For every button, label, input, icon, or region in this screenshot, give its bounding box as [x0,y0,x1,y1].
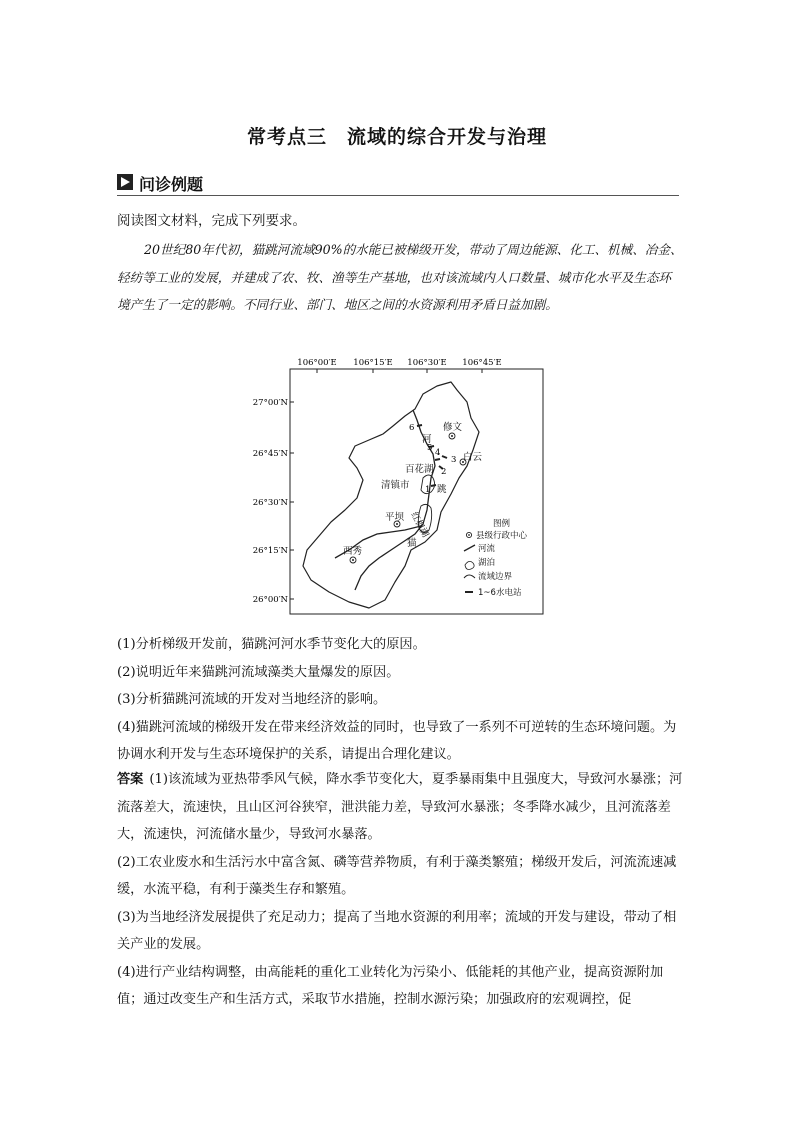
station-label: 3 [451,455,457,465]
material-text: 20世纪80年代初，猫跳河流域90%的水能已被梯级开发，带动了周边能源、化工、机械、冶金、轻纺等工业的发展，并建成了农、牧、渔等生产基地，也对该流域内人口数量、城市化水平及生态环境产生了一定的影响。不同行业、部门、地区之间的水资源利用矛盾日益加剧。 [117,242,683,312]
lat-label: 26°45′N [252,449,288,459]
station-label: 2 [441,467,447,477]
legend-lake: 湖泊 [478,558,496,568]
question-3: (3)分析猫跳河流域的开发对当地经济的影响。 [117,692,387,707]
lat-label: 27°00′N [252,398,288,408]
river-label-mao: 猫 [407,538,417,549]
question-1: (1)分析梯级开发前，猫跳河河水季节变化大的原因。 [117,637,426,652]
place-baiyun: 白云 [463,452,483,463]
question-4: (4)猫跳河流域的梯级开发在带来经济效益的同时，也导致了一系列不可逆转的生态环境问题。为协调水利开发与生态环境保护的关系，请提出合理化建议。 [117,719,677,762]
station-6-mark [417,425,422,426]
play-triangle-icon [117,174,133,190]
lon-label: 106°45′E [462,358,502,368]
lon-label: 106°30′E [407,358,447,368]
watershed-map [245,354,545,616]
legend-station: 1~6水电站 [478,588,522,598]
place-pingba: 平坝 [385,512,405,523]
answer-2: (2)工农业废水和生活污水中富含氮、磷等营养物质，有利于藻类繁殖；梯级开发后，河流流速减缓，水流平稳，有利于藻类生存和繁殖。 [117,854,677,897]
river-label-he: 河 [422,434,432,445]
legend-title: 图例 [493,519,511,529]
lon-label: 106°15′E [353,358,393,368]
lon-label: 106°00′E [297,358,337,368]
station-label: 1 [425,485,431,495]
place-xixiu: 西秀 [343,546,363,557]
station-4-mark [435,459,440,460]
answer-label: 答案 [117,772,144,787]
legend-river: 河流 [478,544,496,554]
lat-label: 26°30′N [252,498,288,508]
question-2: (2)说明近年来猫跳河流域藻类大量爆发的原因。 [117,664,400,680]
place-hongfenghu: 红枫湖 [408,510,430,540]
station-label: 4 [435,448,441,458]
page-title: 常考点三 流域的综合开发与治理 [246,126,547,148]
place-baihuahu: 百花湖 [405,464,434,475]
answer-1 [117,766,683,849]
station-1-mark [431,485,436,486]
intro-text: 阅读图文材料，完成下列要求。 [117,213,306,229]
section-label: 问诊例题 [139,175,204,194]
answer-1-text: (1)该流域为亚热带季风气候，降水季节变化大，夏季暴雨集中且强度大，导致河水暴涨；河流落差大，流速快，且山区河谷狭窄，泄洪能力差，导致河水暴涨；冬季降水减少，且河流落差大，流速快，河流储水量少，导致河水暴落。 [117,772,683,842]
legend-county: 县级行政中心 [476,531,528,541]
station-label: 5 [427,443,433,453]
place-xiuwen: 修文 [443,422,463,433]
answer-4: (4)进行产业结构调整，由高能耗的重化工业转化为污染小、低能耗的其他产业，提高资源附加值；通过改变生产和生活方式，采取节水措施，控制水源污染；加强政府的宏观调控，促 [117,964,664,1007]
station-label: 6 [409,423,415,433]
place-qingzhen: 清镇市 [381,480,410,491]
answers [117,766,683,1014]
lat-label: 26°00′N [252,595,288,605]
answer-3: (3)为当地经济发展提供了充足动力；提高了当地水资源的利用率；流域的开发与建设，带动了相关产业的发展。 [117,909,677,952]
legend-boundary: 流域边界 [478,572,513,582]
river-label-tiao: 跳 [437,484,447,495]
questions [117,631,683,769]
lat-label: 26°15′N [252,546,288,556]
section-header [117,173,679,196]
